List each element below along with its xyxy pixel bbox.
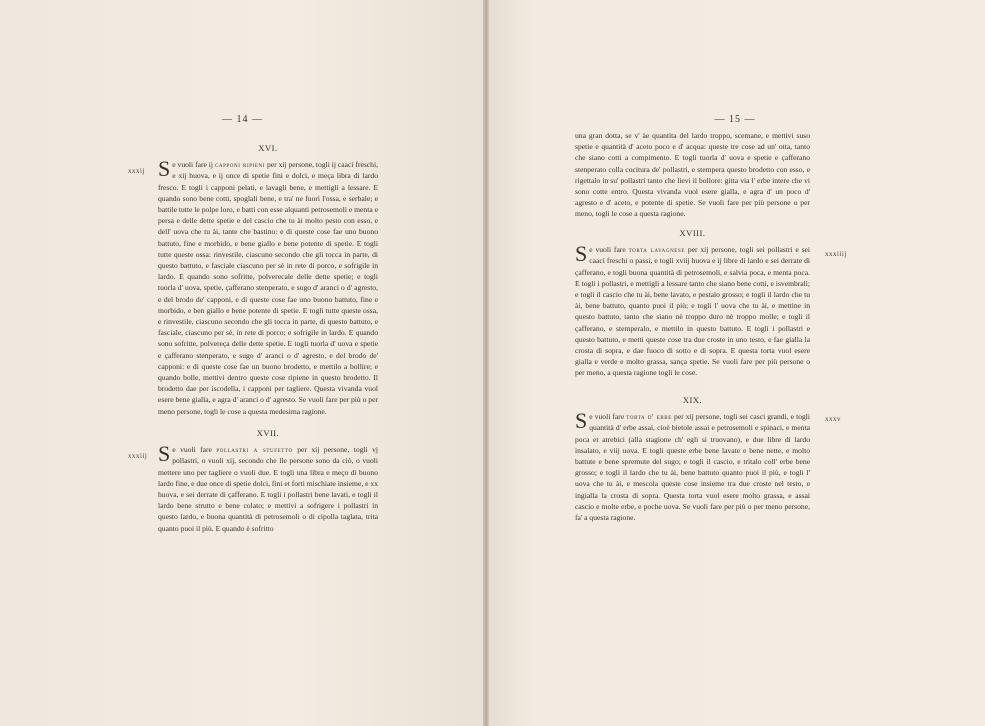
margin-number: xxxiiij <box>825 250 847 258</box>
recipe-text <box>575 241 811 378</box>
margin-number: xxxiij <box>128 452 148 460</box>
recipe-xvi <box>158 143 378 417</box>
recipe-text <box>575 408 811 523</box>
recipe-body: per xij persone, togli sei casci grandi, e togli quantità d' erbe assai, cioè bietole assai e petrosemoli e spinaci, e menta poca et atrebici (alla stagione ch' egli si truovano), e due libre di lardo insalato, e viij uova. E togli queste erbe bene lavate e bene nette, e molto battute e bene spremute del sugo; e togli il cascio, e tritalo coll' erbe bene grosso; e togli il lardo che tu ài, bene battuto quanto puoi il più, e togli l' uova che tu ài, e mescola queste cose insieme tra due croste nel testo, e ingialla la crosta di sopra. Questa torta vuol esere molto grassa, e assai cascio e molte erbe, e poche uova. Se vuoli fare per più o per meno persone, fa' a questa ragione. <box>575 412 811 523</box>
recipe-heading: XVIII. <box>679 228 706 238</box>
drop-capital: S <box>158 441 171 467</box>
recipe-xviii <box>575 228 810 379</box>
continuation-text: una gran dotta, se v' àe quantita del lardo troppo, scemane, e mettivi suso spetie e quantità d' aceto poco e d' acqua: queste tre cose ad un' otta, tanto che siano cotti a compimento. E togli tuorla d' uova e spetie e çafferano stenperato colla cocitura de' pollastri, e stempera questo brodetto con esso, e rigettalo in su' pollastri tanto che lievi il bollore: gitta via l' erbe intere che vi sono cotte entro. Questa vivanda vuol esere gialla, e agra d' un poco d' agresto e d' aceto, e potente di spetie. Se vuoli fare per più persone o per meno, togli le cose a questa ragione. <box>575 131 810 219</box>
left-page <box>0 0 485 726</box>
recipe-heading: XVII. <box>256 428 280 438</box>
page-number: — 14 — <box>222 114 263 125</box>
recipe-lead: e vuoli fare ij <box>172 160 214 170</box>
drop-capital: S <box>575 241 588 267</box>
recipe-xvii <box>158 428 378 534</box>
recipe-lead: e vuoli fare <box>172 445 212 455</box>
drop-capital: S <box>158 156 171 182</box>
page-number: — 15 — <box>714 114 756 125</box>
recipe-body: per xij persone, togli vj pollastri, o vuoli xij, secondo che lle persone sono da ciò, o vuoli mettere uno per tagliere o vuoli due. E togli una libra e meço di buono lardo fine, e due once di spetie dolci, fini et forti mischiate insieme, e xx huova, e sei derrate di çafferano. E togli i pollastri bene lavati, e togli il lardo bene strutto e bene colato; e mettivi a sofrigere i pollastri in questo lardo, e buona quantità di petrosemoli o di cipolla taglata, trita quanto puoi il più. E quando è sofritto <box>158 445 379 533</box>
recipe-title: pollastri a stufetto <box>216 445 293 455</box>
margin-number: xxxij <box>128 167 145 175</box>
right-page <box>485 0 985 726</box>
drop-capital: S <box>575 408 588 434</box>
recipe-heading: XVI. <box>258 143 278 153</box>
recipe-text <box>158 441 379 534</box>
recipe-text <box>158 156 378 417</box>
recipe-title: capponi ripieni <box>214 160 266 170</box>
recipe-title: torta lavagnese <box>628 245 685 255</box>
recipe-body: per xij persone, togli sei pollastri e sei caaci freschi o passi, e togli xviij huova e ij libre di lardo e sei derrate di çafferano, e togli buona quantità di petrosemoli, e salvia poca, e menta poca. E togli i pollastri, e mettigli a lessare tanto che siano bene cotti, e isvembrali; e togli il cascio che tu ài, bene lavato, e pestalo grosso; e togli il lardo che tu ài, bene battuto, quanto puoi il più; e togli l' uova che tu ài, e mettine in questo battuto, tanto che siano nè troppo duro nè troppo molle; e togli il çafferano, e stemperalo, e mettilo in questo battuto. E togli i pollastri e questo battuto, e metti queste cose tra due croste in uno testo, e fae gialla la crosta di sopra, e dae fuoco di sotto e di sopra. E questa torta vuol esere gialla e verde e molto grassa, sança spetie. Se vuoli fare per più persone o per meno, a questa ragione togli le cose. <box>575 245 811 378</box>
margin-number: xxxv <box>825 415 841 423</box>
recipe-heading: XIX. <box>682 395 703 405</box>
book-gutter <box>483 0 489 726</box>
recipe-body: per xij persone, togli ij caaci freschi, e xij huova, e ij once di spetie fini e dolci, e meça libra di lardo fresco. E togli i capponi pelati, e lavagli bene, e mettigli a lessare. E quando sono bene cotti, spoglali bene, e tra' ne fuori l'ossa, e serbale; e battile tutte le polpe loro, e batti con esse alquanti petrosemoli e menta e persa e delle dette spetie e del cascio che tu ài molto pesto con esso, e dell' uova che tu ài, tante che bastino: e di queste cose fae uno buono battuto, fine e morbido, e bene giallo e bene potente di spetie. E togli tutte queste ossa: rinvestile, ciascuno secondo che gli tocca in parte, di questo battuto, e fasciale ciascuno per sè in rete di porco, e sofrigile in lardo. E quando sono sofritte, polverecale delle dette spetie; e togli tuorla d' uova, spetie, çafferano stenperato, e sugo d' aranci o d' agresto, e del brodo de' capponi, e di queste cose fae uno buono battuto, fine e morbido, e ben giallo e bene potente di spetie. E togli tutte queste ossa, e rinvestile, ciascuno secondo che gli tocca in parte, di questo battuto, e fasciale, ciascuno per sè, in rete di porco; e sofrigile in lardo. E quando sono sofritte, polvereça delle dette spetie. E togli tuorla d' uova e spetie e çafferano stenperato, e sugo d' aranci o d' agresto, e del brodo de' capponi: e di queste cose fae un buono brodetto, e mettilo a bollire; e quando bolle, mettivi dentro queste cose ripiene in questo brodetto. Il brodetto dae per iscodella, i capponi per tagliere. Questa vivanda vuol esere bene gialla, e agra d' aranci o d' agresto. Se vuoli fare per più o per meno persone, togli le cose a questa medesima ragione. <box>158 160 378 416</box>
recipe-lead: e vuoli fare <box>589 412 625 422</box>
recipe-xix <box>575 395 810 523</box>
recipe-lead: e vuoli fare <box>589 245 626 255</box>
recipe-title: torta d' erbe <box>626 412 672 422</box>
recipe-continuation <box>575 130 810 220</box>
